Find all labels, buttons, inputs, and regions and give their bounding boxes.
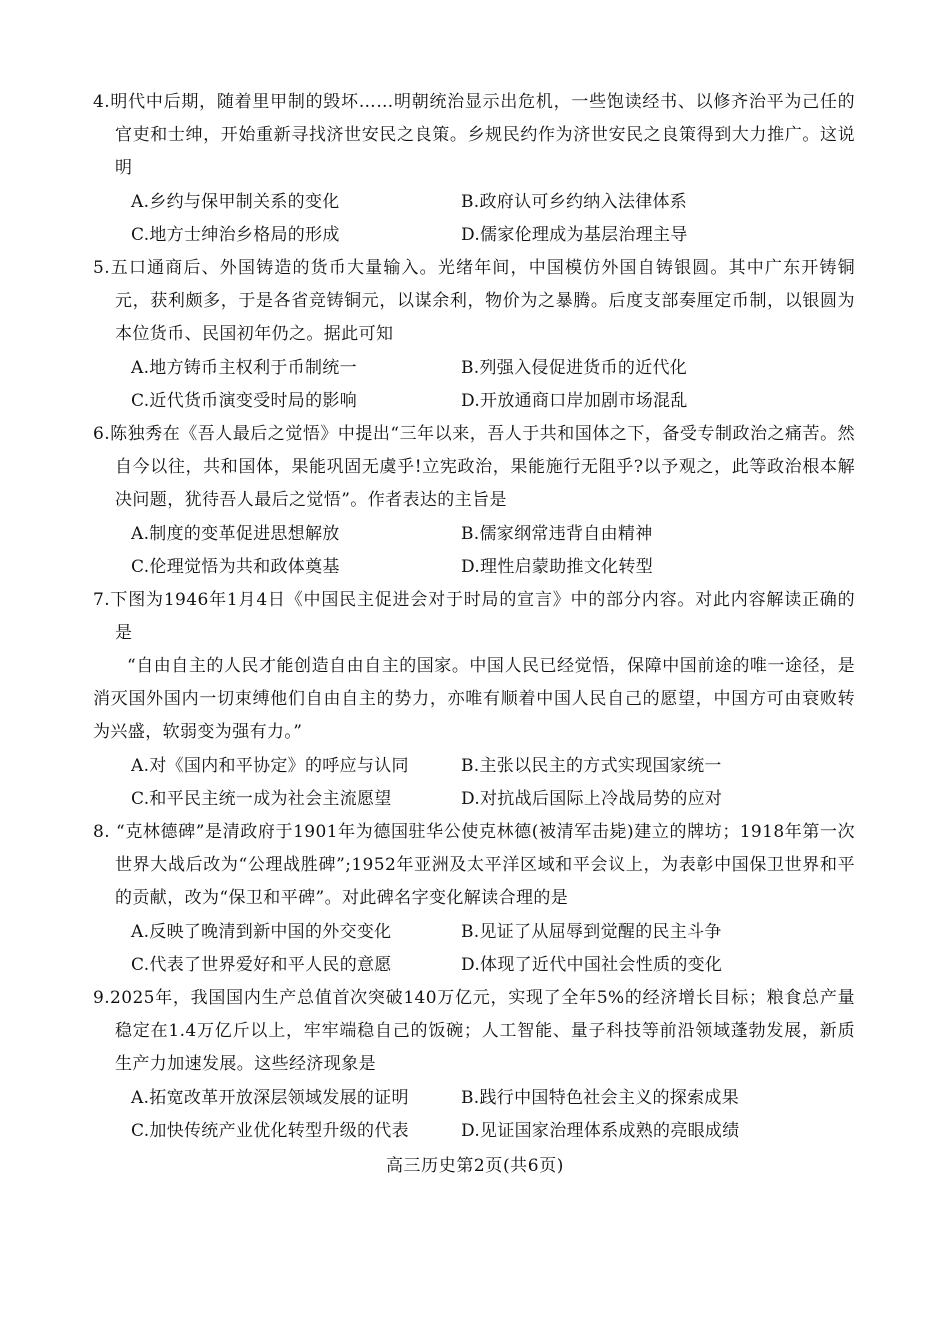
option-c: C.近代货币演变受时局的影响: [131, 391, 358, 411]
options-grid: [93, 352, 855, 418]
option-c: C.代表了世界爱好和平人民的意愿: [131, 955, 392, 975]
option-b: B.见证了从屈辱到觉醒的民主斗争: [461, 922, 722, 942]
option-c: C.和平民主统一成为社会主流愿望: [131, 789, 392, 809]
option-b: B.列强入侵促进货币的近代化: [461, 358, 688, 378]
option-a: A.地方铸币主权利于币制统一: [131, 358, 357, 378]
question-7: [93, 584, 855, 816]
question-stem: 4.明代中后期，随着里甲制的毁坏……明朝统治显示出危机，一些饱读经书、以修齐治平为己任的官吏和士绅，开始重新寻找济世安民之良策。乡规民约作为济世安民之良策得到大力推广。这说明: [93, 92, 855, 178]
question-stem: 8. “克林德碑”是清政府于1901年为德国驻华公使克林德(被清军击毙)建立的牌坊；1918年第一次世界大战后改为“公理战胜碑”;1952年亚洲及太平洋区域和平会议上，为表彰中国保卫世界和平的贡献，改为“保卫和平碑”。对此碑名字变化解读合理的是: [93, 822, 855, 908]
option-d: D.对抗战后国际上冷战局势的应对: [461, 789, 723, 809]
page-footer: 高三历史第2页(共6页): [385, 1156, 565, 1176]
option-d: D.儒家伦理成为基层治理主导: [461, 225, 688, 245]
option-d: D.开放通商口岸加剧市场混乱: [461, 391, 688, 411]
question-stem: 6.陈独秀在《吾人最后之觉悟》中提出“三年以来，吾人于共和国体之下，备受专制政治之痛苦。然自今以往，共和国体，果能巩固无虞乎!立宪政治，果能施行无阻乎?以予观之，此等政治根本解决问题，犹待吾人最后之觉悟”。作者表达的主旨是: [93, 424, 855, 510]
option-c: C.伦理觉悟为共和政体奠基: [131, 557, 340, 577]
quoted-passage: “自由自主的人民才能创造自由自主的国家。中国人民已经觉悟，保障中国前途的唯一途径，是消灭国外国内一切束缚他们自由自主的势力，亦唯有顺着中国人民自己的愿望，中国方可由衰败转为兴盛，软弱变为强有力。”: [93, 656, 855, 742]
option-d: D.体现了近代中国社会性质的变化: [461, 955, 723, 975]
options-grid: [93, 750, 855, 816]
option-b: B.主张以民主的方式实现国家统一: [461, 756, 722, 776]
option-a: A.乡约与保甲制关系的变化: [131, 192, 340, 212]
question-6: [93, 418, 855, 584]
options-grid: [93, 518, 855, 584]
option-a: A.制度的变革促进思想解放: [131, 524, 340, 544]
option-a: A.反映了晚清到新中国的外交变化: [131, 922, 392, 942]
option-d: D.见证国家治理体系成熟的亮眼成绩: [461, 1121, 740, 1141]
question-9: [93, 982, 855, 1148]
option-c: C.地方士绅治乡格局的形成: [131, 225, 340, 245]
option-c: C.加快传统产业优化转型升级的代表: [131, 1121, 409, 1141]
question-5: [93, 252, 855, 418]
question-stem: 9.2025年，我国国内生产总值首次突破140万亿元，实现了全年5%的经济增长目标；粮食总产量稳定在1.4万亿斤以上，牢牢端稳自己的饭碗；人工智能、量子科技等前沿领域蓬勃发展，新质生产力加速发展。这些经济现象是: [93, 988, 855, 1074]
option-a: A.对《国内和平协定》的呼应与认同: [131, 756, 409, 776]
option-b: B.践行中国特色社会主义的探索成果: [461, 1088, 739, 1108]
question-stem: 7.下图为1946年1月4日《中国民主促进会对于时局的宣言》中的部分内容。对此内容解读正确的是: [93, 590, 855, 643]
option-b: B.儒家纲常违背自由精神: [461, 524, 653, 544]
options-grid: [93, 186, 855, 252]
option-b: B.政府认可乡约纳入法律体系: [461, 192, 688, 212]
question-4: [93, 86, 855, 252]
options-grid: [93, 916, 855, 982]
question-8: [93, 816, 855, 982]
option-a: A.拓宽改革开放深层领域发展的证明: [131, 1088, 409, 1108]
question-stem: 5.五口通商后、外国铸造的货币大量输入。光绪年间，中国模仿外国自铸银圆。其中广东开铸铜元，获利颇多，于是各省竞铸铜元，以谋余利，物价为之暴腾。后度支部奏厘定币制，以银圆为本位货币、民国初年仍之。据此可知: [93, 258, 855, 344]
option-d: D.理性启蒙助推文化转型: [461, 557, 654, 577]
options-grid: [93, 1082, 855, 1148]
